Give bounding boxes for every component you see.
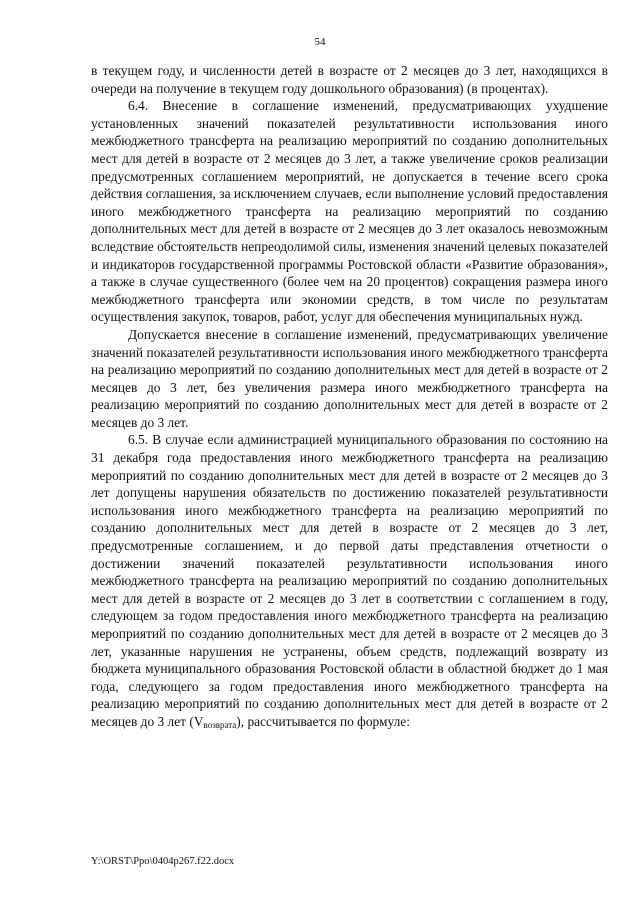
document-body [91, 62, 608, 731]
paragraph-6-5-tail: ), рассчитывается по формуле: [236, 713, 410, 729]
paragraph-permitted-changes: Допускается внесение в соглашение изменений, предусматривающих увеличение значений показателей результативности использования иного межбюджетного трансферта на реализацию мероприятий по созданию дополнительных мест для детей в возрасте от 2 месяцев до 3 лет, без увеличения размера иного межбюджетного трансферта на реализацию мероприятий по созданию дополнительных мест для детей в возрасте от 2 месяцев до 3 лет. [91, 326, 608, 430]
page-number: 54 [314, 36, 326, 48]
paragraph-6-5 [91, 431, 608, 730]
footer-file-path: Y:\ORST\Ppo\0404p267.f22.docx [91, 856, 235, 867]
paragraph-continuation: в текущем году, и численности детей в возрасте от 2 месяцев до 3 лет, находящихся в очереди на получение в текущем году дошкольного образования) (в процентах). [91, 63, 608, 96]
formula-subscript: возврата [203, 719, 237, 730]
paragraph-6-5-text: 6.5. В случае если администрацией муниципального образования по состоянию на 31 декабря года предоставления иного межбюджетного трансферта на реализацию мероприятий по созданию дополнительных мест для детей в возрасте от 2 месяцев до 3 лет допущены нарушения обязательств по достижению показателей результативности использования иного межбюджетного трансферта на реализацию мероприятий по созданию дополнительных мест для детей в возрасте от 2 месяцев до 3 лет, предусмотренные соглашением, и до первой даты представления отчетности о достижении значений показателей результативности использования иного межбюджетного трансферта на реализацию мероприятий по созданию дополнительных мест для детей в возрасте от 2 месяцев до 3 лет в соответствии с соглашением в году, следующем за годом предоставления иного межбюджетного трансферта на реализацию мероприятий по созданию дополнительных мест для детей в возрасте от 2 месяцев до 3 лет, указанные нарушения не устранены, объем средств, подлежащий возврату из бюджета муниципального образования Ростовской области в областной бюджет до 1 мая года, следующего за годом предоставления иного межбюджетного трансферта на реализацию мероприятий по созданию дополнительных мест для детей в возрасте от 2 месяцев до 3 лет (V [91, 432, 608, 729]
paragraph-6-4: 6.4. Внесение в соглашение изменений, предусматривающих ухудшение установленных значений показателей результативности использования иного межбюджетного трансферта на реализацию мероприятий по созданию дополнительных мест для детей в возрасте от 2 месяцев до 3 лет, а также увеличение сроков реализации предусмотренных соглашением мероприятий, не допускается в течение всего срока действия соглашения, за исключением случаев, если выполнение условий предоставления иного межбюджетного трансферта на реализацию мероприятий по созданию дополнительных мест для детей в возрасте от 2 месяцев до 3 лет оказалось невозможным вследствие обстоятельств непреодолимой силы, изменения значений целевых показателей и индикаторов государственной программы Ростовской области «Развитие образования», а также в случае существенного (более чем на 20 процентов) сокращения размера иного межбюджетного трансферта или экономии средств, в том числе по результатам осуществления закупок, товаров, работ, услуг для обеспечения муниципальных нужд. [91, 98, 608, 325]
